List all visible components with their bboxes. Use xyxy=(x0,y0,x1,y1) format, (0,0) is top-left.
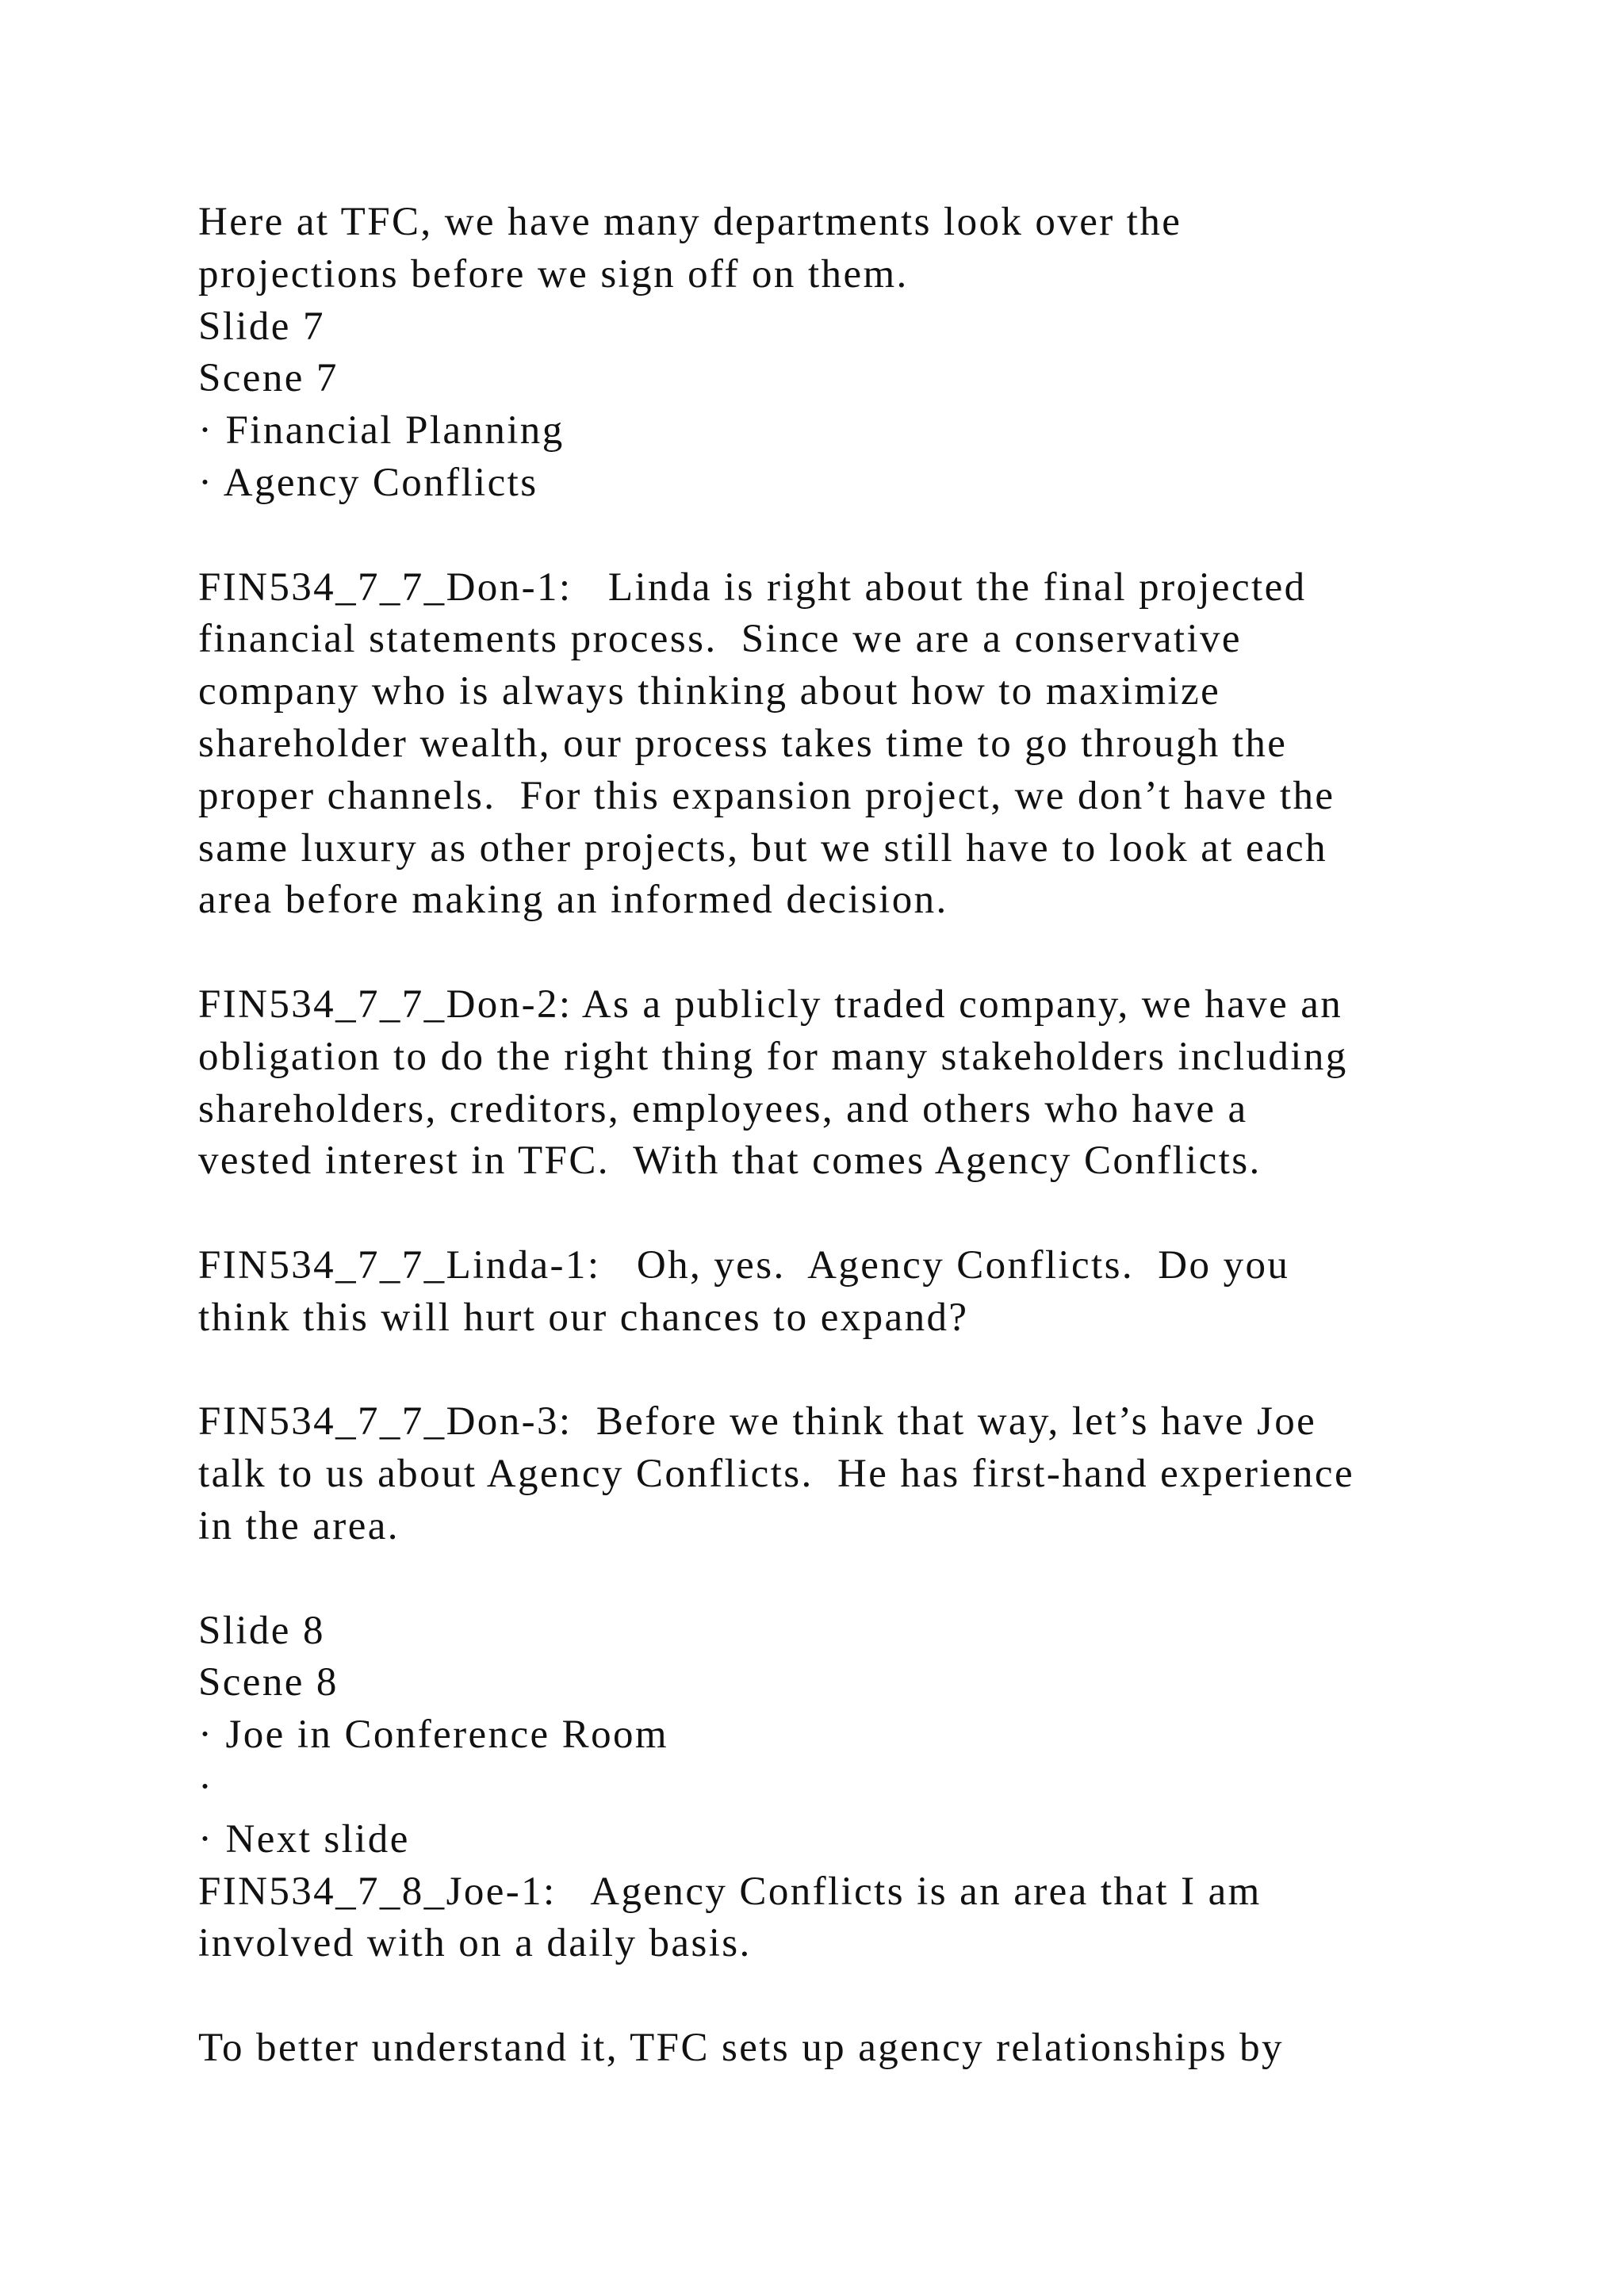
blank-line xyxy=(198,1345,1467,1397)
dialogue-line: shareholders, creditors, employees, and others who have a xyxy=(198,1086,1248,1131)
dialogue-line: FIN534_7_7_Don-2: As a publicly traded company, we have an xyxy=(198,982,1343,1027)
dialogue-line: FIN534_7_7_Don-1: Linda is right about the final projected xyxy=(198,564,1307,610)
text-line: Here at TFC, we have many departments look over the xyxy=(198,200,1182,244)
blank-line xyxy=(198,510,1467,562)
dialogue-line: shareholder wealth, our process takes time to go through the xyxy=(198,721,1288,766)
document-body xyxy=(198,197,1467,2075)
dialogue-line: FIN534_7_7_Don-3: Before we think that way, let’s have Joe xyxy=(198,1399,1317,1445)
bullet-item: · Joe in Conference Room xyxy=(198,1712,668,1758)
slide-heading: Slide 7 xyxy=(198,304,325,349)
dialogue-line: company who is always thinking about how to maximize xyxy=(198,669,1221,714)
slide-heading: Slide 8 xyxy=(198,1608,325,1653)
blank-line xyxy=(198,1970,1467,2022)
bullet-item: · xyxy=(198,1764,214,1809)
dialogue-line: talk to us about Agency Conflicts. He has first-hand experience xyxy=(198,1452,1354,1497)
scene-heading: Scene 8 xyxy=(198,1660,339,1705)
blank-line xyxy=(198,927,1467,979)
dialogue-line: involved with on a daily basis. xyxy=(198,1921,752,1966)
bullet-item: · Financial Planning xyxy=(198,408,565,453)
blank-line xyxy=(198,1553,1467,1605)
dialogue-line: think this will hurt our chances to expand? xyxy=(198,1295,969,1340)
bullet-item: · Agency Conflicts xyxy=(198,460,538,505)
bullet-item: · Next slide xyxy=(198,1816,410,1862)
blank-line xyxy=(198,1188,1467,1240)
dialogue-line: FIN534_7_7_Linda-1: Oh, yes. Agency Conflicts. Do you xyxy=(198,1242,1290,1288)
dialogue-line: FIN534_7_8_Joe-1: Agency Conflicts is an area that I am xyxy=(198,1869,1262,1914)
dialogue-line: vested interest in TFC. With that comes Agency Conflicts. xyxy=(198,1138,1262,1184)
dialogue-line: financial statements process. Since we are a conservative xyxy=(198,617,1242,662)
text-line: projections before we sign off on them. xyxy=(198,251,909,297)
dialogue-line: obligation to do the right thing for many stakeholders including xyxy=(198,1034,1348,1079)
text-line: To better understand it, TFC sets up agency relationships by xyxy=(198,2025,1284,2070)
dialogue-line: same luxury as other projects, but we still have to look at each xyxy=(198,825,1327,871)
dialogue-line: proper channels. For this expansion project, we don’t have the xyxy=(198,773,1335,818)
scene-heading: Scene 7 xyxy=(198,356,339,401)
dialogue-line: area before making an informed decision. xyxy=(198,878,948,923)
dialogue-line: in the area. xyxy=(198,1503,400,1548)
